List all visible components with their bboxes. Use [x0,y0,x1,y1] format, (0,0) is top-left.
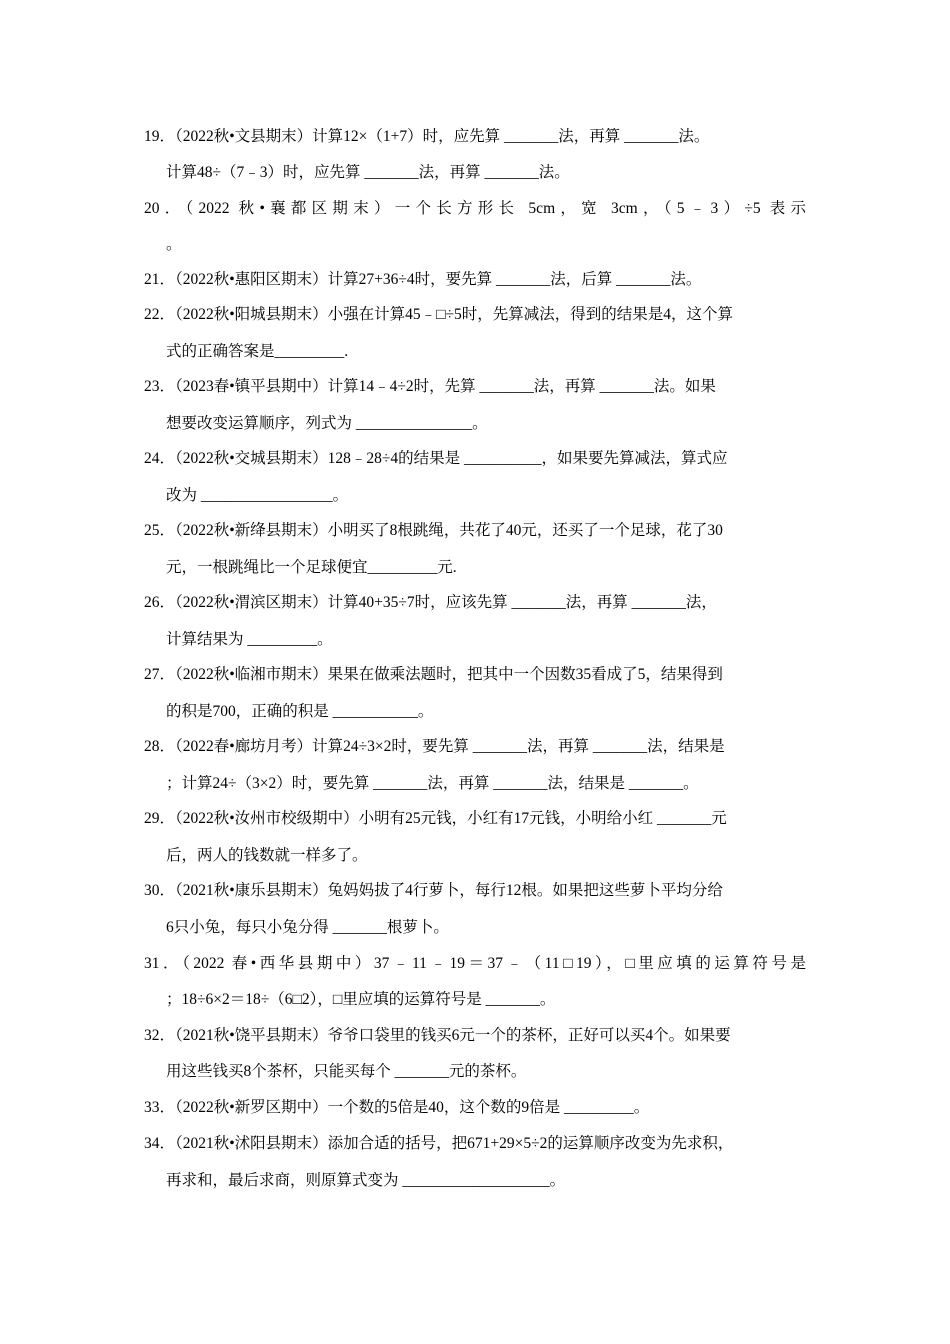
question-line: 式的正确答案是_________. [166,343,349,360]
question-line: 元，一根跳绳比一个足球便宜_________元. [166,559,457,576]
question-line: 后，两人的钱数就一样多了。 [166,847,368,864]
question-line: 21．（2022秋•惠阳区期末）计算27+36÷4时，要先算 _______法，后算 _______法。 [144,271,702,288]
question-line: 19．（2022秋•文县期末）计算12×（1+7）时，应先算 _______法，再算 _______法。 [144,128,710,145]
question-line: 用这些钱买8个茶杯，只能买每个 _______元的茶杯。 [166,1063,527,1080]
question-line: 23．（2023春•镇平县期中）计算14﹣4÷2时，先算 _______法，再算 _______法。如果 [144,378,716,395]
question-line: 。 [166,236,182,253]
question-line: 6只小兔，每只小兔分得 _______根萝卜。 [166,919,449,936]
question-line: 24．（2022秋•交城县期末）128﹣28÷4的结果是 __________，如果要先算减法，算式应 [144,450,728,467]
question-line: 20．（2022 秋•襄都区期末）一个长方形长 5cm，宽 3cm，（5﹣3）÷5 表示 [144,200,806,217]
question-line: 29．（2022秋•汝州市校级期中）小明有25元钱，小红有17元钱，小明给小红 _______元 [144,810,727,827]
question-line: 再求和，最后求商，则原算式变为 ___________________。 [166,1172,566,1189]
question-line: 30．（2021秋•康乐县期末）兔妈妈拔了4行萝卜，每行12根。如果把这些萝卜平均分给 [144,882,723,899]
question-line: 的积是700，正确的积是 ___________。 [166,703,434,720]
question-line: 改为 _________________。 [166,487,349,504]
question-line: ；计算24÷（3×2）时，要先算 _______法，再算 _______法，结果是 _______。 [166,775,699,792]
question-line: 33．（2022秋•新罗区期中）一个数的5倍是40，这个数的9倍是 _________。 [144,1099,650,1116]
question-line: 25．（2022秋•新绛县期末）小明买了8根跳绳，共花了40元，还买了一个足球，花了30 [144,522,723,539]
question-line: 34．（2021秋•沭阳县期末）添加合适的括号，把671+29×5÷2的运算顺序改变为先求积， [144,1135,734,1152]
question-line: 26．（2022秋•渭滨区期末）计算40+35÷7时，应该先算 _______法，再算 _______法， [144,594,717,611]
question-line: ；18÷6×2＝18÷（6□2），□里应填的运算符号是 _______。 [166,991,556,1008]
question-line: 22．（2022秋•阳城县期末）小强在计算45﹣□÷5时，先算减法，得到的结果是4，这个算 [144,306,734,323]
question-line: 28．（2022春•廊坊月考）计算24÷3×2时，要先算 _______法，再算 _______法，结果是 [144,738,725,755]
question-line: 计算结果为 _________。 [166,631,333,648]
question-line: 32．（2021秋•饶平县期末）爷爷口袋里的钱买6元一个的茶杯，正好可以买4个。如果要 [144,1027,731,1044]
question-line: 31．（2022 春•西华县期中）37﹣11﹣19＝37﹣（11□19），□里应填的运算符号是 [144,955,806,972]
question-line: 想要改变运算顺序，列式为 _______________。 [166,415,488,432]
question-line: 计算48÷（7﹣3）时，应先算 _______法，再算 _______法。 [166,164,570,181]
question-line: 27．（2022秋•临湘市期末）果果在做乘法题时，把其中一个因数35看成了5，结果得到 [144,666,723,683]
